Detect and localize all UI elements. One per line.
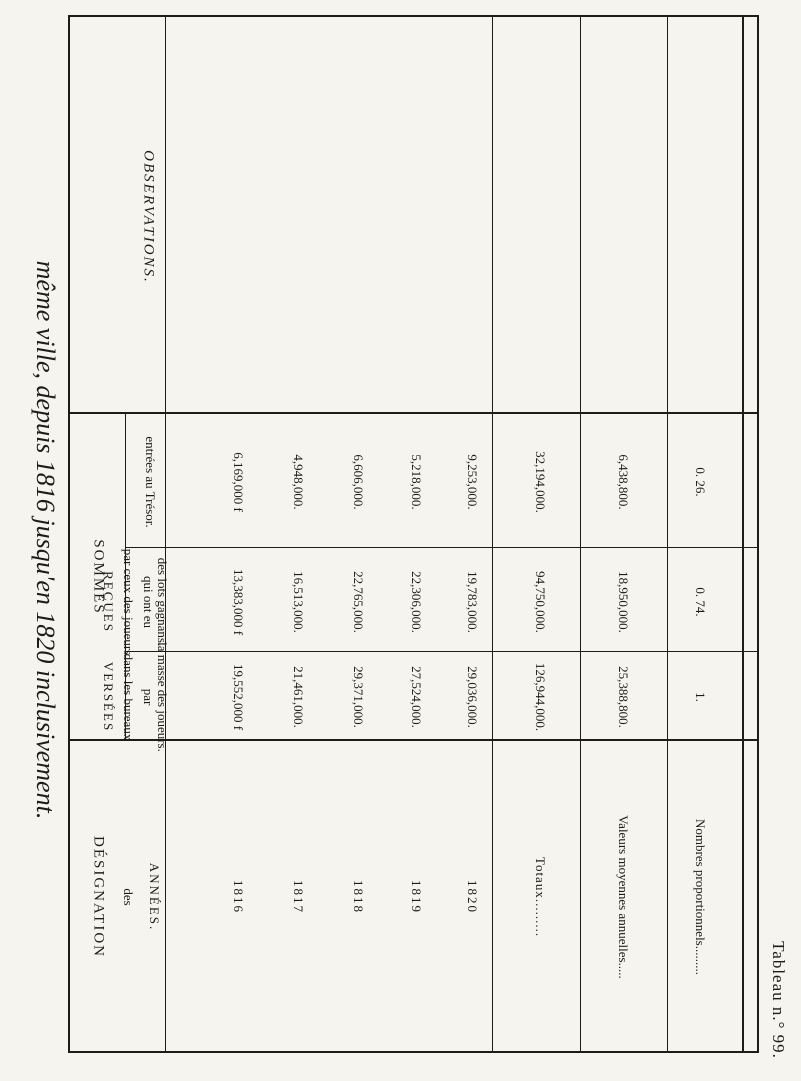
row-1818-versees: 29,371,000. (351, 666, 366, 728)
sommes-header: SOMMES (90, 539, 107, 615)
col-versees-2: dans les bureaux (121, 653, 136, 741)
col-recues-2: par ceux des joueurs (121, 548, 136, 656)
row-1816-tresor: 6,169,000 f (231, 452, 246, 512)
rule-totaux (580, 17, 581, 1051)
col-versees-1: VERSÉES (101, 661, 116, 733)
rule-right (742, 17, 744, 1051)
col-versees-3: par (141, 688, 156, 706)
col-recues-3: qui ont eu (141, 576, 156, 628)
col-tresor: entrées au Trésor. (143, 436, 158, 528)
row-moyennes-tresor: 6,438,800. (616, 454, 631, 510)
row-1816-recues: 13,383,000 f (231, 568, 246, 636)
row-moyennes-versees: 25,388,800. (616, 666, 631, 728)
rule-inner-mid (125, 651, 757, 652)
rule-inner-top (125, 547, 757, 548)
designation-annees: ANNÉES. (147, 862, 162, 932)
table-caption: Tableau n.° 99. (769, 941, 788, 1059)
row-1819-label: 1819 (409, 880, 424, 914)
row-1820-tresor: 9,253,000. (465, 454, 480, 510)
row-1820-label: 1820 (465, 880, 480, 914)
row-1820-recues: 19,783,000. (465, 571, 480, 633)
row-1820-versees: 29,036,000. (465, 666, 480, 728)
row-totaux-tresor: 32,194,000. (533, 451, 548, 513)
row-1818-tresor: 6,606,000. (351, 454, 366, 510)
row-moyennes-recues: 18,950,000. (616, 571, 631, 633)
col-recues-4: des lots gagnans. (155, 557, 170, 647)
designation-des: des (121, 888, 136, 906)
rule-designation (70, 739, 757, 741)
row-1817-recues: 16,513,000. (291, 571, 306, 633)
observations-header: OBSERVATIONS. (140, 150, 157, 284)
ledger-table (68, 15, 759, 1053)
row-totaux-versees: 126,944,000. (533, 662, 548, 732)
row-proportionnels-tresor: 0. 26. (693, 467, 708, 497)
row-1817-tresor: 4,948,000. (291, 454, 306, 510)
row-totaux-label: Totaux......... (533, 856, 548, 938)
row-moyennes-label: Valeurs moyennes annuelles..... (616, 815, 631, 979)
row-1818-label: 1818 (351, 880, 366, 914)
col-versees-4: la masse des joueurs. (155, 642, 170, 752)
row-1818-recues: 22,765,000. (351, 571, 366, 633)
rule-1820 (492, 17, 493, 1051)
running-head: même ville, depuis 1816 jusqu'en 1820 inclusivement. (31, 260, 60, 820)
row-proportionnels-label: Nombres proportionnels......... (693, 819, 708, 975)
row-1819-tresor: 5,218,000. (409, 454, 424, 510)
rule-observations (70, 412, 757, 414)
row-totaux-recues: 94,750,000. (533, 571, 548, 633)
row-proportionnels-recues: 0. 74. (693, 587, 708, 617)
row-1817-label: 1817 (291, 880, 306, 914)
row-1816-versees: 19,552,000 f (231, 663, 246, 731)
rule-moyennes (667, 17, 668, 1051)
rule-header-col (165, 17, 166, 1051)
row-1819-versees: 27,524,000. (409, 666, 424, 728)
row-1816-label: 1816 (231, 880, 246, 914)
col-recues-1: REÇUES (101, 571, 116, 633)
row-proportionnels-versees: 1. (693, 692, 708, 702)
designation-header: DÉSIGNATION (90, 836, 107, 958)
row-1819-recues: 22,306,000. (409, 571, 424, 633)
row-1817-versees: 21,461,000. (291, 666, 306, 728)
